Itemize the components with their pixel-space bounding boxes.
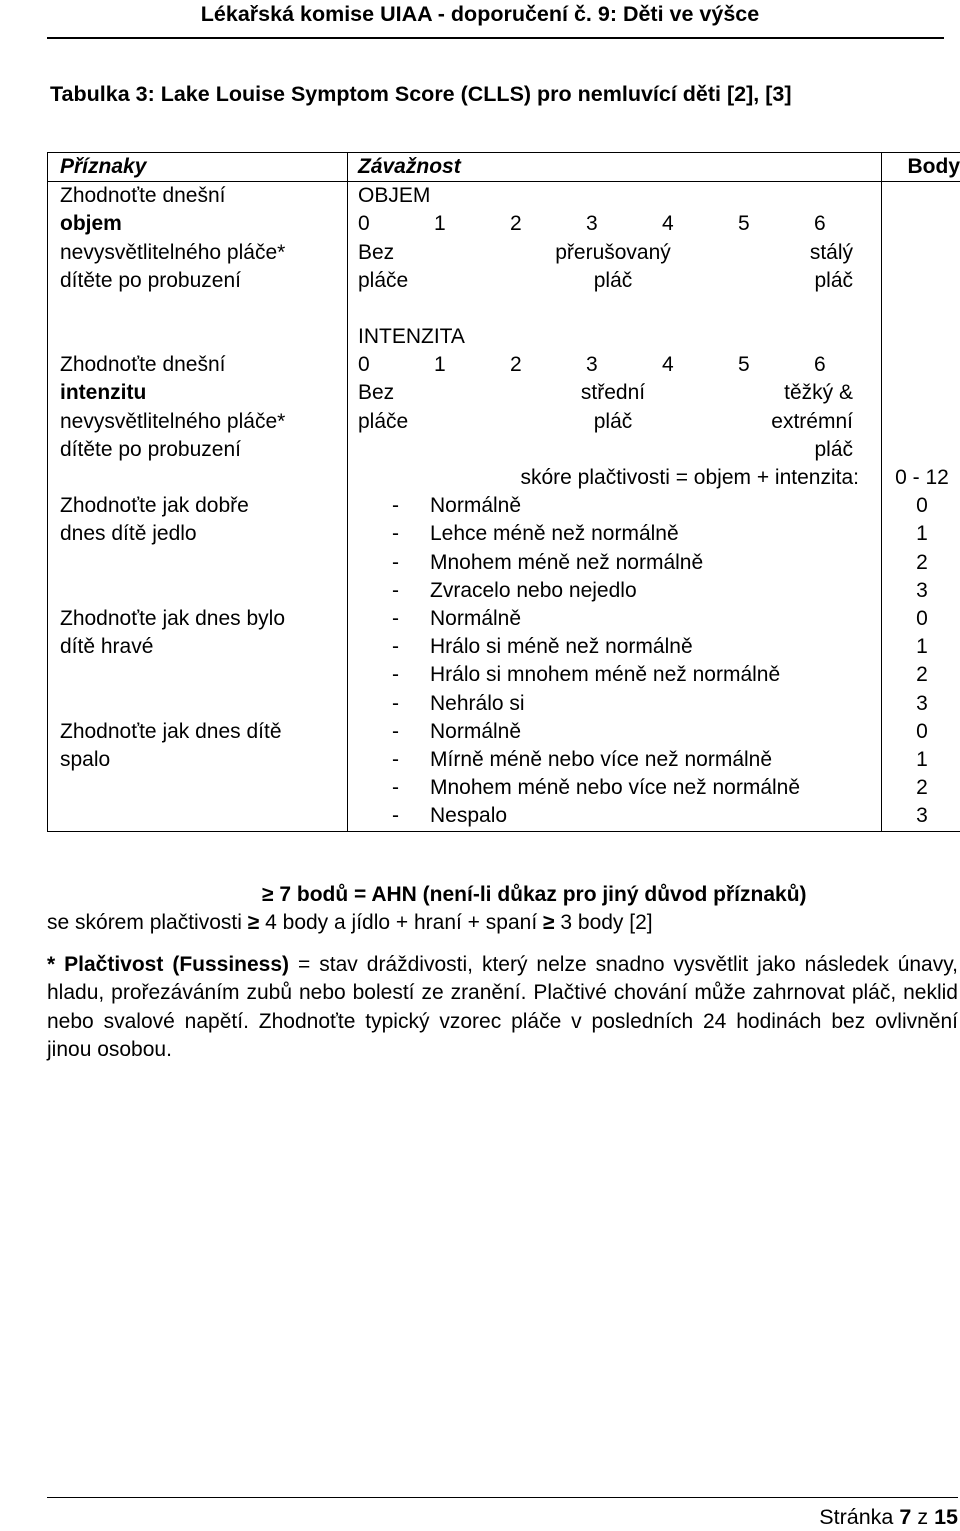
list-item: - Hrálo si méně než normálně [392, 635, 693, 659]
eating-points: 0 1 2 3 [882, 492, 960, 605]
list-item: - Mnohem méně nebo více než normálně [392, 776, 801, 800]
table-caption: Tabulka 3: Lake Louise Symptom Score (CLLS) pro nemluvící děti [2], [3] [50, 82, 792, 106]
list-item: - Normálně [392, 494, 522, 518]
summary-criteria: se skórem plačtivosti ≥ 4 body a jídlo + hraní + spaní ≥ 3 body [2] [47, 911, 653, 934]
intensity-label: Zhodnoťte dnešní intenzitu nevysvětlitelného pláče* dítěte po probuzení [48, 323, 348, 464]
playing-points: 0 1 2 3 [882, 605, 960, 718]
playing-row [48, 605, 960, 718]
sleeping-points: 0 1 2 3 [882, 718, 960, 831]
list-item: - Normálně [392, 607, 522, 631]
header-symptoms: Příznaky [48, 153, 348, 182]
page-header: Lékařská komise UIAA - doporučení č. 9: Děti ve výšce [200, 2, 760, 26]
fussiness-score-row [48, 464, 960, 492]
eating-row [48, 492, 960, 605]
list-item: - Mírně méně nebo více než normálně [392, 748, 773, 772]
sleeping-options [358, 718, 881, 831]
fussiness-score-label: skóre plačtivosti = objem + intenzita: [520, 466, 859, 490]
clls-table [47, 152, 960, 832]
eating-options [358, 492, 881, 605]
summary-threshold: ≥ 7 bodů = AHN (není-li důkaz pro jiný důvod příznaků) [262, 883, 807, 906]
list-item: - Zvracelo nebo nejedlo [392, 578, 637, 602]
volume-label: Zhodnoťte dnešní objem nevysvětlitelného pláče* dítěte po probuzení [48, 182, 348, 323]
sleeping-label: Zhodnoťte jak dnes dítě spalo [48, 718, 348, 831]
list-item: - Nehrálo si [392, 691, 525, 715]
header-divider [47, 37, 944, 39]
header-severity: Závažnost [348, 153, 882, 182]
volume-scale: OBJEM 0 1 2 3 4 5 6 Bez přerušovaný stálý pláče pláč pláč [348, 182, 882, 323]
fussiness-score-range: 0 - 12 [882, 464, 960, 492]
fussiness-note: * Plačtivost (Fussiness) = stav dráždivosti, který nelze snadno vysvětlit jako následek únavy, hladu, prořezáváním zubů nebo bolestí ze zranění. Plačtivé chování může zahrnovat pláč, neklid nebo svalové napětí. Zhodnoťte typický vzorec pláče v posledních 24 hodinách bez ovlivnění jinou osobou. [47, 953, 959, 1062]
list-item: - Mnohem méně než normálně [392, 550, 704, 574]
list-item: - Nespalo [392, 804, 508, 828]
geq-icon: ≥ [247, 911, 260, 934]
list-item: - Normálně [392, 719, 522, 743]
playing-options [358, 605, 881, 718]
playing-label: Zhodnoťte jak dnes bylo dítě hravé [48, 605, 348, 718]
intensity-scale: INTENZITA 0 1 2 3 4 5 6 Bez střední těžký & pláče pláč extrémní pláč [348, 323, 882, 464]
table-header-row [48, 153, 960, 182]
geq-icon: ≥ [262, 883, 274, 906]
page-number: Stránka 7 z 15 [819, 1505, 958, 1529]
volume-row [48, 182, 960, 323]
intensity-scale-numbers: 0 1 2 3 4 5 6 [358, 353, 826, 377]
list-item: - Lehce méně než normálně [392, 522, 679, 546]
header-points: Body [882, 153, 960, 182]
geq-icon: ≥ [543, 911, 555, 934]
volume-scale-numbers: 0 1 2 3 4 5 6 [358, 212, 826, 236]
sleeping-row [48, 718, 960, 831]
footer-divider [47, 1497, 958, 1498]
list-item: - Hrálo si mnohem méně než normálně [392, 663, 781, 687]
eating-label: Zhodnoťte jak dobře dnes dítě jedlo [48, 492, 348, 605]
intensity-row [48, 323, 960, 464]
